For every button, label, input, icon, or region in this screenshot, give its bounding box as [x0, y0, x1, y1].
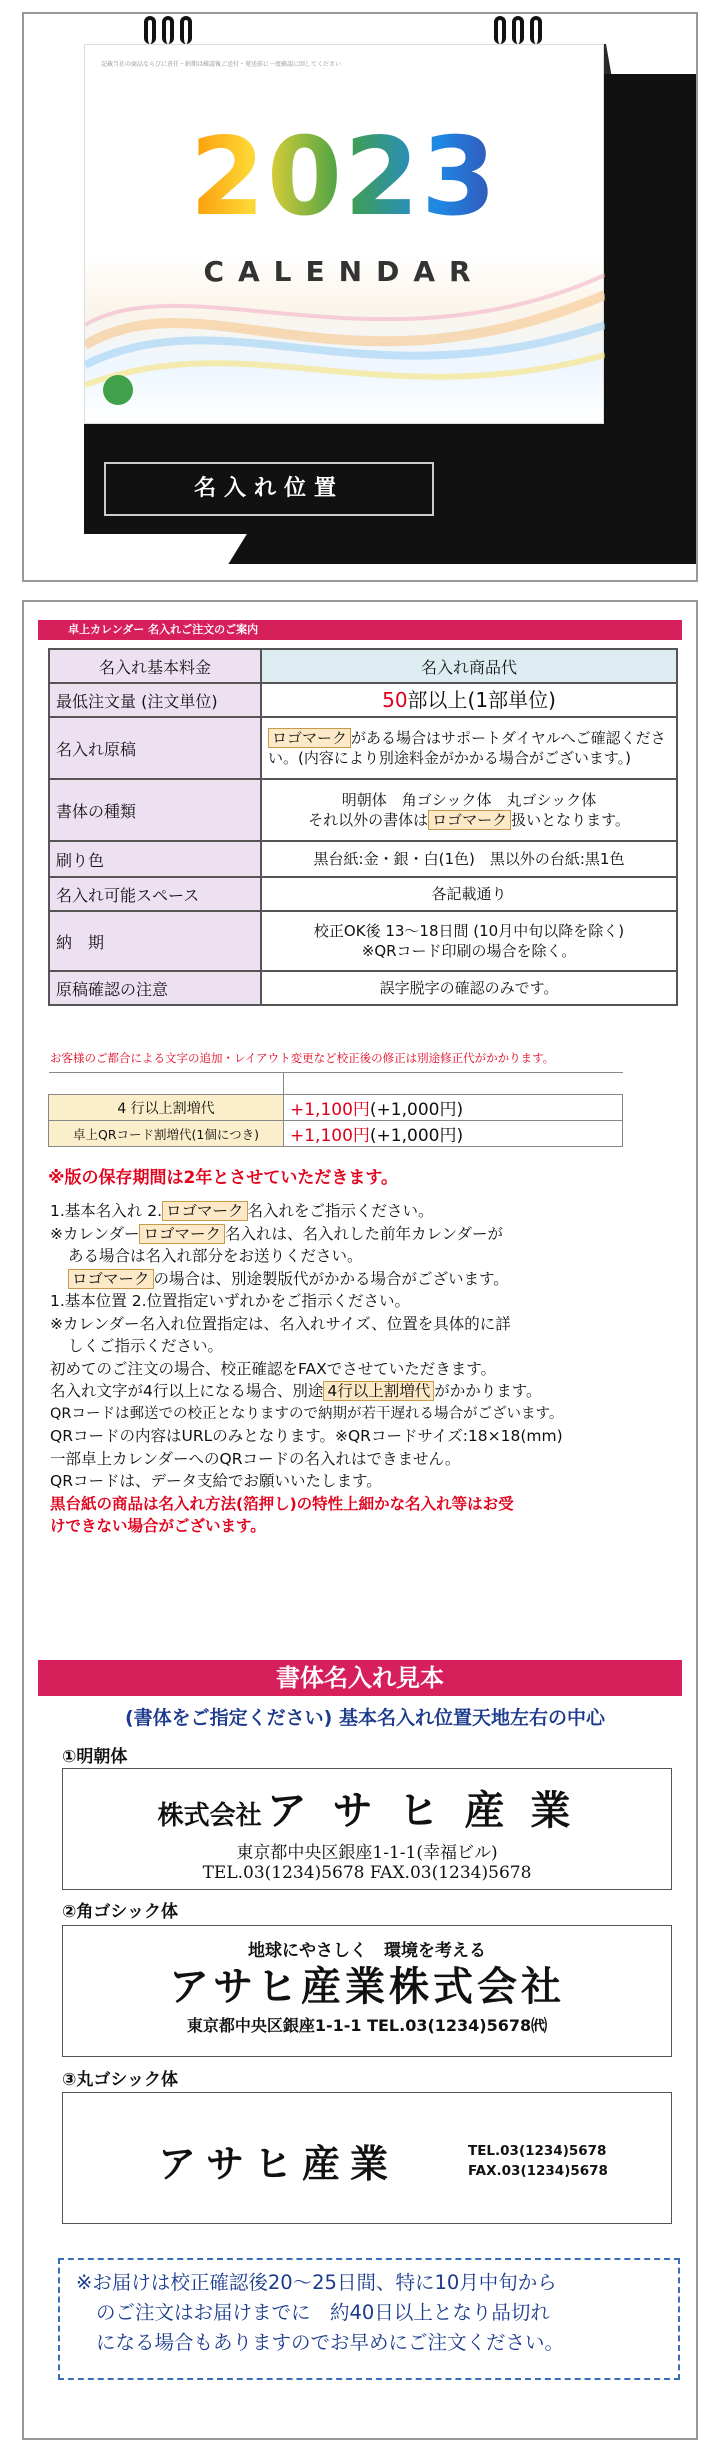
- table-head-product-fee: 名入れ商品代: [261, 649, 677, 683]
- note-line: ロゴマーク の場合は、別途製版代がかかる場合がございます。: [50, 1268, 690, 1291]
- note-line: 1.基本位置 2.位置指定いずれかをご指示ください。: [50, 1292, 411, 1310]
- notice-line: のご注文はお届けまでに 約40日以上となり品切れ: [96, 2301, 550, 2324]
- kaku-slogan: 地球にやさしく 環境を考える: [248, 1941, 486, 1961]
- maru-company: アサヒ産業: [158, 2142, 399, 2186]
- order-notes: [50, 1200, 690, 1538]
- note-line: 黒台紙の商品は名入れ方法(箔押し)の特性上細かな名入れ等はお受: [50, 1494, 514, 1513]
- row-value-space: 各記載通り: [261, 877, 677, 911]
- surcharge-table: [48, 1072, 623, 1147]
- font-sample-subtitle: (書体をご指定ください) 基本名入れ位置天地左右の中心: [125, 1707, 605, 1729]
- surcharge-label-qr: 卓上QRコード割増代(1個につき): [49, 1121, 284, 1147]
- calendar-product-photo: [22, 12, 698, 582]
- row-label-proof-check: 原稿確認の注意: [49, 971, 261, 1005]
- note-line: 1.基本名入れ 2. ロゴマーク 名入れをご指示ください。: [50, 1202, 434, 1220]
- row-label-min-order: 最低注文量 (注文単位): [49, 683, 261, 717]
- table-row: [49, 971, 677, 1005]
- row-value-proof-check: 誤字脱字の確認のみです。: [261, 971, 677, 1005]
- surcharge-label-4lines: 4 行以上割増代: [49, 1095, 284, 1121]
- table-head-basic-fee: 名入れ基本料金: [49, 649, 261, 683]
- note-line: ※カレンダー名入れ位置指定は、名入れサイズ、位置を具体的に詳: [50, 1314, 511, 1333]
- maru-gothic-sample-box: [62, 2092, 672, 2224]
- note-line: けできない場合がございます。: [50, 1517, 266, 1535]
- kaku-gothic-label: ②角ゴシック体: [62, 1902, 179, 1922]
- note-line: QRコードの内容はURLのみとなります。※QRコードサイズ:18×18(mm): [50, 1427, 563, 1445]
- surcharge-price-qr: +1,100円(+1,000円): [284, 1121, 623, 1147]
- table-row: [49, 911, 677, 971]
- row-value-fonts: 明朝体 角ゴシック体 丸ゴシック体 それ以外の書体は ロゴマーク 扱いとなります。: [261, 779, 677, 841]
- font-sample-title: 書体名入れ見本: [38, 1660, 682, 1696]
- table-row: [49, 717, 677, 779]
- mincho-company: 株式会社 ア サ ヒ 産 業: [157, 1787, 577, 1834]
- calendar-word: CALENDAR: [203, 255, 485, 288]
- binding-ring-right: [494, 14, 554, 48]
- note-line: ※カレンダー ロゴマーク 名入れは、名入れした前年カレンダーが: [50, 1224, 503, 1243]
- row-value-manuscript: ロゴマーク がある場合はサポートダイヤルへご確認くださ い。(内容により別途料金がかかる場合がございます。): [261, 717, 677, 779]
- table-row: [49, 877, 677, 911]
- mincho-address: 東京都中央区銀座1-1-1(幸福ビル): [236, 1843, 498, 1863]
- row-value-min-order: 50部以上(1部単位): [261, 683, 677, 717]
- eco-mark-icon: [103, 375, 133, 405]
- table-row: [49, 779, 677, 841]
- notice-line: ※お届けは校正確認後20～25日間、特に10月中旬から: [76, 2271, 557, 2294]
- row-label-delivery: 納 期: [49, 911, 261, 971]
- note-line: 一部卓上カレンダーへのQRコードの名入れはできません。: [50, 1449, 461, 1468]
- name-imprint-position: 名入れ位置: [104, 462, 434, 516]
- kaku-gothic-sample-box: [62, 1925, 672, 2057]
- mincho-sample-box: [62, 1768, 672, 1890]
- delivery-notice: [58, 2258, 680, 2380]
- notice-line: になる場合もありますのでお早めにご注文ください。: [96, 2331, 565, 2354]
- table-row: [49, 649, 677, 683]
- note-line: QRコードは、データ支給でお願いいたします。: [50, 1472, 382, 1490]
- note-line: しくご指示ください。: [68, 1337, 224, 1355]
- mincho-label: ①明朝体: [62, 1747, 128, 1767]
- calendar-front-cover: [84, 44, 604, 424]
- binding-ring-left: [144, 14, 204, 48]
- note-line: 初めてのご注文の場合、校正確認をFAXでさせていただきます。: [50, 1359, 496, 1378]
- note-line: QRコードは郵送での校正となりますので納期が若干遅れる場合がございます。: [50, 1405, 564, 1422]
- table-row: [49, 841, 677, 877]
- plate-storage-note: ※版の保存期間は2年とさせていただきます。: [48, 1168, 398, 1188]
- revision-fee-note: お客様のご都合による文字の追加・レイアウト変更など校正後の修正は別途修正代がかかります。: [50, 1051, 555, 1065]
- table-row: [49, 1095, 623, 1121]
- kaku-address: 東京都中央区銀座1-1-1 TEL.03(1234)5678㈹: [186, 2016, 548, 2035]
- surcharge-price-4lines: +1,100円(+1,000円): [284, 1095, 623, 1121]
- maru-contact: TEL.03(1234)5678 FAX.03(1234)5678: [468, 2143, 608, 2179]
- cover-fine-print: 記載当社の商品ならびに責任・納期は確認後ご送付・発送前に一度確認に回してください: [101, 61, 342, 68]
- row-value-print-color: 黒台紙:金・銀・白(1色) 黒以外の台紙:黒1色: [261, 841, 677, 877]
- note-line: 名入れ文字が4行以上になる場合、別途 4行以上割増代 がかかります。: [50, 1382, 542, 1400]
- mincho-tel: TEL.03(1234)5678 FAX.03(1234)5678: [202, 1863, 532, 1883]
- order-info-header: 卓上カレンダー 名入れご注文のご案内: [38, 620, 682, 640]
- table-row: [49, 683, 677, 717]
- table-row: [49, 1121, 623, 1147]
- calendar-year: 2023: [85, 115, 603, 240]
- row-value-delivery: 校正OK後 13～18日間 (10月中旬以降を除く) ※QRコード印刷の場合を除く。: [261, 911, 677, 971]
- kaku-company: アサヒ産業株式会社: [169, 1964, 565, 2010]
- row-label-space: 名入れ可能スペース: [49, 877, 261, 911]
- name-imprint-spec-table: [48, 648, 678, 1006]
- maru-gothic-label: ③丸ゴシック体: [62, 2070, 179, 2090]
- row-label-manuscript: 名入れ原稿: [49, 717, 261, 779]
- note-line: ある場合は名入れ部分をお送りください。: [68, 1247, 363, 1265]
- row-label-print-color: 刷り色: [49, 841, 261, 877]
- row-label-fonts: 書体の種類: [49, 779, 261, 841]
- table-row: [49, 1073, 623, 1095]
